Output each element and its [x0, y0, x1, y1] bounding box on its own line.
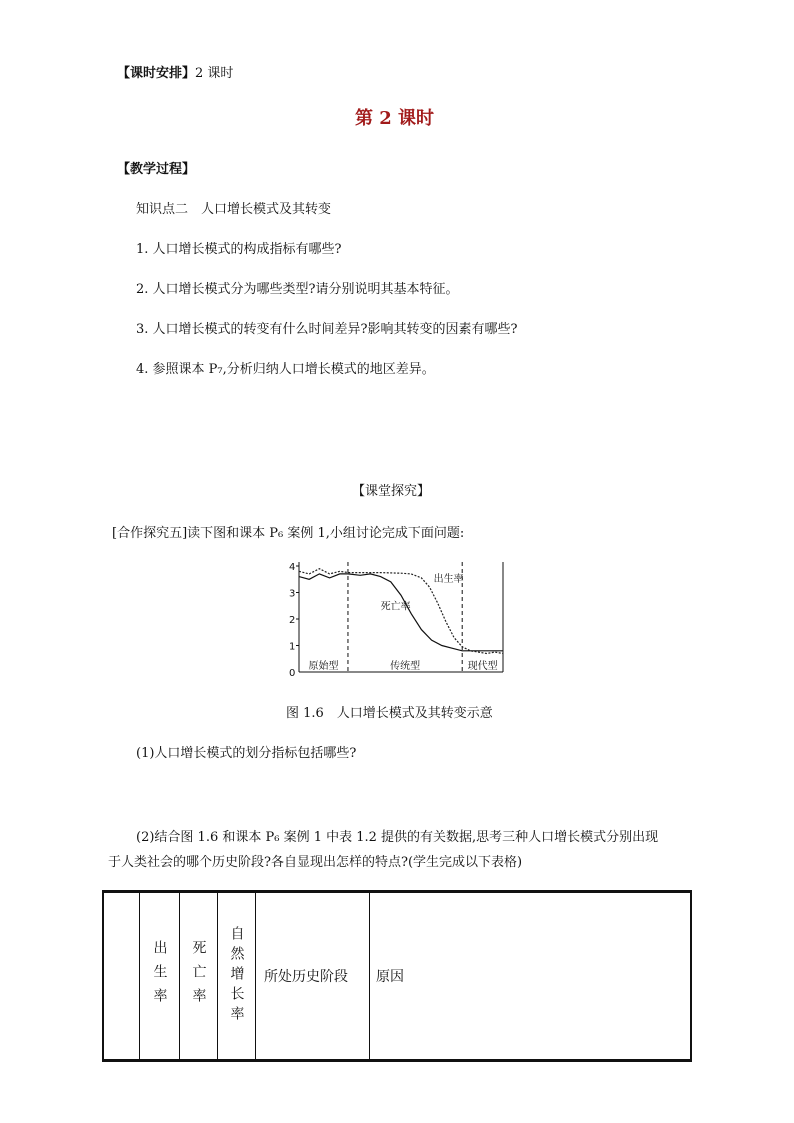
question-4: 4. 参照课本 P₇,分析归纳人口增长模式的地区差异。	[136, 362, 435, 377]
knowledge-point: 知识点二 人口增长模式及其转变	[136, 202, 332, 217]
process-heading: 【教学过程】	[117, 162, 196, 177]
stage-table	[102, 890, 692, 1062]
schedule-value: 2 课时	[195, 66, 234, 81]
table-header-birth-rate: 出生率	[151, 940, 168, 1012]
table-header-death-rate: 死亡率	[190, 940, 207, 1012]
y-tick-label: 4	[289, 562, 296, 573]
question-1: 1. 人口增长模式的构成指标有哪些?	[136, 242, 342, 257]
birth-rate-label: 出生率	[433, 573, 464, 585]
stage-label: 传统型	[390, 661, 421, 672]
question-3: 3. 人口增长模式的转变有什么时间差异?影响其转变的因素有哪些?	[136, 322, 518, 337]
population-chart	[285, 560, 510, 680]
classroom-heading: 【课堂探究】	[352, 484, 431, 499]
chart-svg	[285, 560, 510, 680]
table-header-stage: 所处历史阶段	[256, 893, 370, 1059]
sub-question-2-line2: 于人类社会的哪个历史阶段?各自显现出怎样的特点?(学生完成以下表格)	[108, 855, 523, 870]
figure-caption: 图 1.6 人口增长模式及其转变示意	[286, 706, 493, 721]
schedule-line	[117, 62, 233, 81]
table-header-natural-growth: 自然增长率	[228, 926, 245, 1026]
schedule-label: 【课时安排】	[117, 66, 196, 81]
table-header-blank	[102, 893, 140, 1059]
y-tick-label: 3	[289, 588, 296, 600]
y-tick-label: 2	[289, 615, 296, 626]
y-tick-label: 0	[289, 668, 296, 679]
sub-question-1: (1)人口增长模式的划分指标包括哪些?	[136, 746, 357, 761]
sub-question-2-line1: (2)结合图 1.6 和课本 P₆ 案例 1 中表 1.2 提供的有关数据,思考三种人口增长模式分别出现	[136, 830, 659, 845]
question-2: 2. 人口增长模式分为哪些类型?请分别说明其基本特征。	[136, 282, 459, 297]
stage-label: 原始型	[308, 661, 339, 672]
table-header-reason: 原因	[370, 893, 692, 1059]
stage-label: 现代型	[467, 661, 498, 672]
y-tick-label: 1	[289, 641, 296, 653]
lesson-title: 第 2 课时	[355, 108, 435, 129]
death-rate-label: 死亡率	[380, 601, 411, 613]
explore-intro: [合作探究五]读下图和课本 P₆ 案例 1,小组讨论完成下面问题:	[112, 526, 465, 541]
